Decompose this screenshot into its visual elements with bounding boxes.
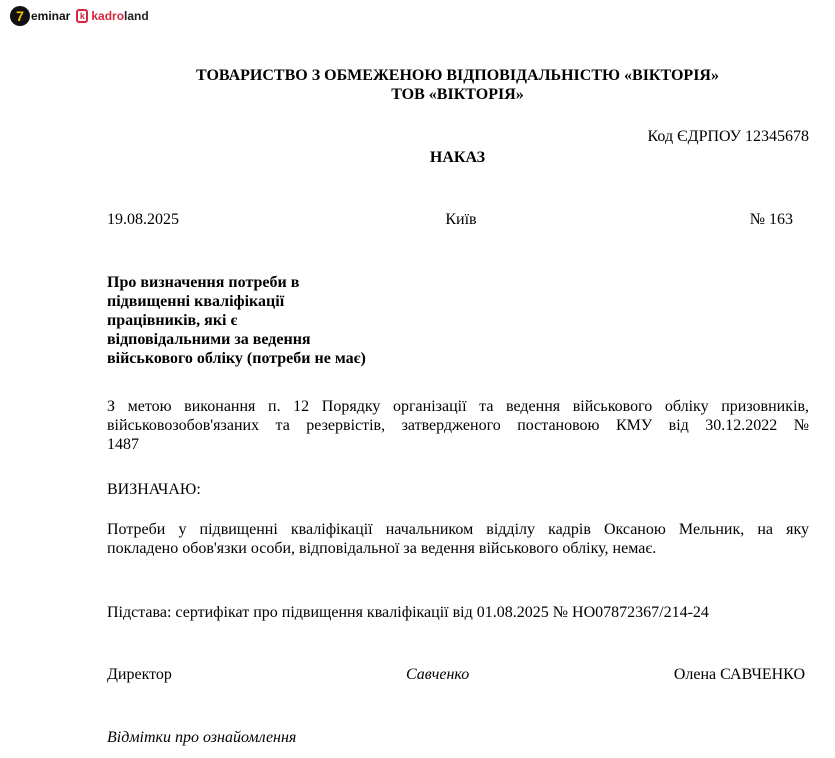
kadroland-logo-suffix: land xyxy=(124,9,149,23)
document-type: НАКАЗ xyxy=(429,149,486,166)
decision-heading: ВИЗНАЧАЮ: xyxy=(107,481,201,498)
preamble-paragraph xyxy=(107,397,809,454)
order-subject xyxy=(107,273,407,368)
preamble-line: військовозобов'язаних та резервістів, затвердженого постановою КМУ від 30.12.2022 № xyxy=(107,417,809,434)
order-city: Київ xyxy=(445,211,477,228)
seminar-logo-icon: 7 xyxy=(10,6,30,26)
seminar-logo[interactable] xyxy=(10,6,70,26)
decision-paragraph xyxy=(107,520,809,558)
decision-line: Потреби у підвищенні кваліфікації начальником відділу кадрів Оксаною Мельник, на яку xyxy=(107,521,809,538)
seminar-logo-text: eminar xyxy=(31,9,71,23)
subject-line: працівників, які є xyxy=(107,312,238,329)
signature-block xyxy=(107,665,805,684)
handwritten-signature: Савченко xyxy=(406,666,470,683)
order-number: № 163 xyxy=(749,211,793,228)
kadroland-logo-icon: k xyxy=(76,9,88,23)
header-logos xyxy=(10,4,149,28)
subject-line: підвищенні кваліфікації xyxy=(107,293,285,310)
org-full-name: ТОВАРИСТВО З ОБМЕЖЕНОЮ ВІДПОВІДАЛЬНІСТЮ «ВІКТОРІЯ» xyxy=(196,67,719,84)
preamble-line: 1487 xyxy=(107,436,139,453)
subject-line: відповідальними за ведення xyxy=(107,331,311,348)
edrpou-code: Код ЄДРПОУ 12345678 xyxy=(647,128,809,145)
order-date: 19.08.2025 xyxy=(107,211,179,228)
preamble-line: З метою виконання п. 12 Порядку організації та ведення військового обліку призовників, xyxy=(107,398,809,415)
kadroland-logo-brand: kadro xyxy=(91,9,125,23)
signer-title: Директор xyxy=(107,666,172,683)
signer-name: Олена САВЧЕНКО xyxy=(673,666,805,683)
subject-line: Про визначення потреби в xyxy=(107,274,300,291)
acknowledgement-note: Відмітки про ознайомлення xyxy=(107,729,297,746)
decision-line: покладено обов'язки особи, відповідальної за ведення військового обліку, немає. xyxy=(107,540,657,557)
subject-line: військового обліку (потреби не має) xyxy=(107,350,366,367)
org-short-name: ТОВ «ВІКТОРІЯ» xyxy=(391,86,524,103)
basis-text: Підстава: сертифікат про підвищення кваліфікації від 01.08.2025 № НО07872367/214-24 xyxy=(107,604,709,621)
kadroland-logo[interactable] xyxy=(76,9,148,23)
